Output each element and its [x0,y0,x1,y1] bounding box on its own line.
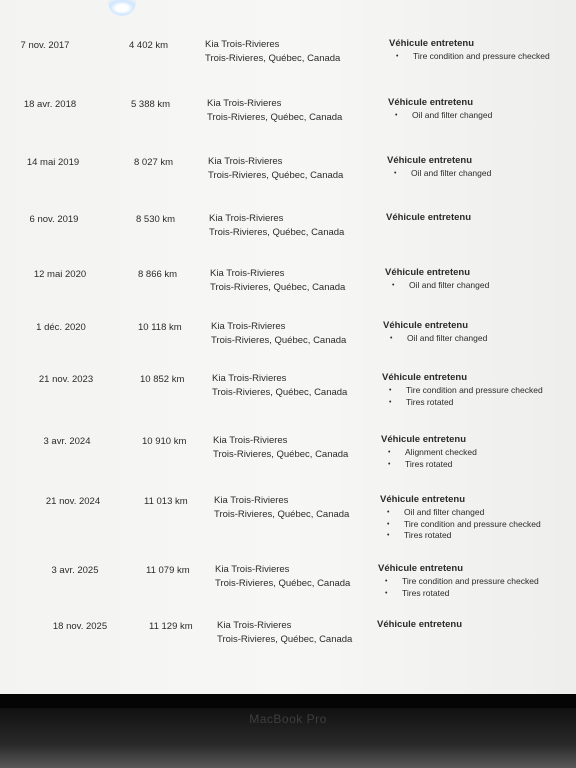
dealer-location: Trois-Rivieres, Québec, Canada [211,335,347,346]
record-dealer [205,38,340,66]
service-record-row [0,494,576,544]
record-service [385,267,489,292]
service-record-row [0,38,576,88]
record-dealer [211,320,346,348]
record-service [388,97,492,122]
dealer-name: Kia Trois-Rivieres [205,39,280,50]
service-item: • Tires rotated [378,588,539,600]
service-item: • Tire condition and pressure checked [382,385,543,397]
record-dealer [209,212,344,240]
record-service [378,563,539,599]
dealer-name: Kia Trois-Rivieres [207,98,282,109]
dealer-name: Kia Trois-Rivieres [208,156,283,167]
service-item: • Tires rotated [381,459,477,471]
record-service [383,320,487,345]
record-mileage: 11 079 km [146,565,190,576]
service-record-row [0,434,576,484]
dealer-location: Trois-Rivieres, Québec, Canada [215,578,351,589]
service-title: Véhicule entretenu [382,372,467,383]
service-record-row [0,97,576,147]
dealer-name: Kia Trois-Rivieres [212,373,287,384]
record-dealer [215,563,350,591]
service-item: • Tire condition and pressure checked [380,519,541,531]
record-date: 18 avr. 2018 [23,99,77,110]
service-item: • Tire condition and pressure checked [378,576,539,588]
service-item: • Oil and filter changed [383,333,487,345]
record-service [380,494,541,542]
service-title: Véhicule entretenu [388,97,473,108]
service-item: • Tires rotated [380,530,541,542]
laptop-body [0,746,576,768]
record-mileage: 10 910 km [142,436,187,447]
dealer-location: Trois-Rivieres, Québec, Canada [212,387,348,398]
service-record-row [0,320,576,370]
service-title: Véhicule entretenu [381,434,466,445]
record-mileage: 10 118 km [138,322,182,333]
service-record-row [0,619,576,669]
record-dealer [213,434,348,462]
record-dealer [210,267,345,295]
record-dealer [212,372,347,400]
record-date: 3 avr. 2024 [43,436,91,447]
service-title: Véhicule entretenu [380,494,465,505]
dealer-name: Kia Trois-Rivieres [214,495,289,506]
dealer-name: Kia Trois-Rivieres [217,620,292,631]
record-mileage: 11 129 km [149,621,193,632]
service-item: • Oil and filter changed [387,168,491,180]
service-title: Véhicule entretenu [387,155,472,166]
record-dealer [208,155,343,183]
dealer-location: Trois-Rivieres, Québec, Canada [209,227,345,238]
service-items [378,576,539,599]
record-service [386,212,471,225]
service-record-row [0,155,576,205]
dealer-location: Trois-Rivieres, Québec, Canada [214,509,350,520]
dealer-location: Trois-Rivieres, Québec, Canada [210,282,346,293]
service-items [389,51,550,63]
service-record-row [0,212,576,262]
service-items [381,447,477,470]
record-service [381,434,477,470]
record-date: 3 avr. 2025 [51,565,99,576]
record-date: 21 nov. 2023 [38,374,94,385]
record-date: 12 mai 2020 [33,269,87,280]
service-items [382,385,543,408]
dealer-name: Kia Trois-Rivieres [213,435,288,446]
service-item: • Oil and filter changed [385,280,489,292]
screen-bottom-edge [0,694,576,708]
record-mileage: 8 866 km [138,269,178,280]
dealer-name: Kia Trois-Rivieres [210,268,285,279]
record-mileage: 10 852 km [140,374,185,385]
service-record-row [0,267,576,317]
service-item: • Oil and filter changed [388,110,492,122]
service-items [383,333,487,345]
dealer-name: Kia Trois-Rivieres [215,564,290,575]
service-title: Véhicule entretenu [389,38,474,49]
record-date: 7 nov. 2017 [20,40,70,51]
dealer-location: Trois-Rivieres, Québec, Canada [213,449,349,460]
record-date: 1 déc. 2020 [36,322,86,333]
service-title: Véhicule entretenu [378,563,463,574]
record-service [387,155,491,180]
service-title: Véhicule entretenu [386,212,471,223]
dealer-name: Kia Trois-Rivieres [211,321,286,332]
record-mileage: 5 388 km [131,99,171,110]
service-record-row [0,563,576,613]
record-mileage: 11 013 km [144,496,188,507]
laptop-brand-label: MacBook Pro [249,712,327,726]
record-date: 18 nov. 2025 [52,621,108,632]
service-items [385,280,489,292]
record-mileage: 8 530 km [136,214,176,225]
record-date: 6 nov. 2019 [29,214,79,225]
service-items [387,168,491,180]
service-item: • Tires rotated [382,397,543,409]
record-service [389,38,550,63]
service-item: • Oil and filter changed [380,507,541,519]
record-mileage: 4 402 km [129,40,169,51]
record-dealer [217,619,352,647]
dealer-location: Trois-Rivieres, Québec, Canada [207,112,343,123]
record-date: 14 mai 2019 [26,157,80,168]
service-record-row [0,372,576,422]
record-service [382,372,543,408]
record-dealer [207,97,342,125]
record-mileage: 8 027 km [134,157,174,168]
service-items [388,110,492,122]
service-item: • Tire condition and pressure checked [389,51,550,63]
dealer-name: Kia Trois-Rivieres [209,213,284,224]
dealer-location: Trois-Rivieres, Québec, Canada [217,634,353,645]
service-item: • Alignment checked [381,447,477,459]
laptop-bezel [0,694,576,768]
dealer-location: Trois-Rivieres, Québec, Canada [205,53,341,64]
service-title: Véhicule entretenu [377,619,462,630]
service-title: Véhicule entretenu [385,267,470,278]
service-title: Véhicule entretenu [383,320,468,331]
record-date: 21 nov. 2024 [45,496,101,507]
record-dealer [214,494,349,522]
record-service [377,619,462,632]
service-items [380,507,541,542]
dealer-location: Trois-Rivieres, Québec, Canada [208,170,344,181]
